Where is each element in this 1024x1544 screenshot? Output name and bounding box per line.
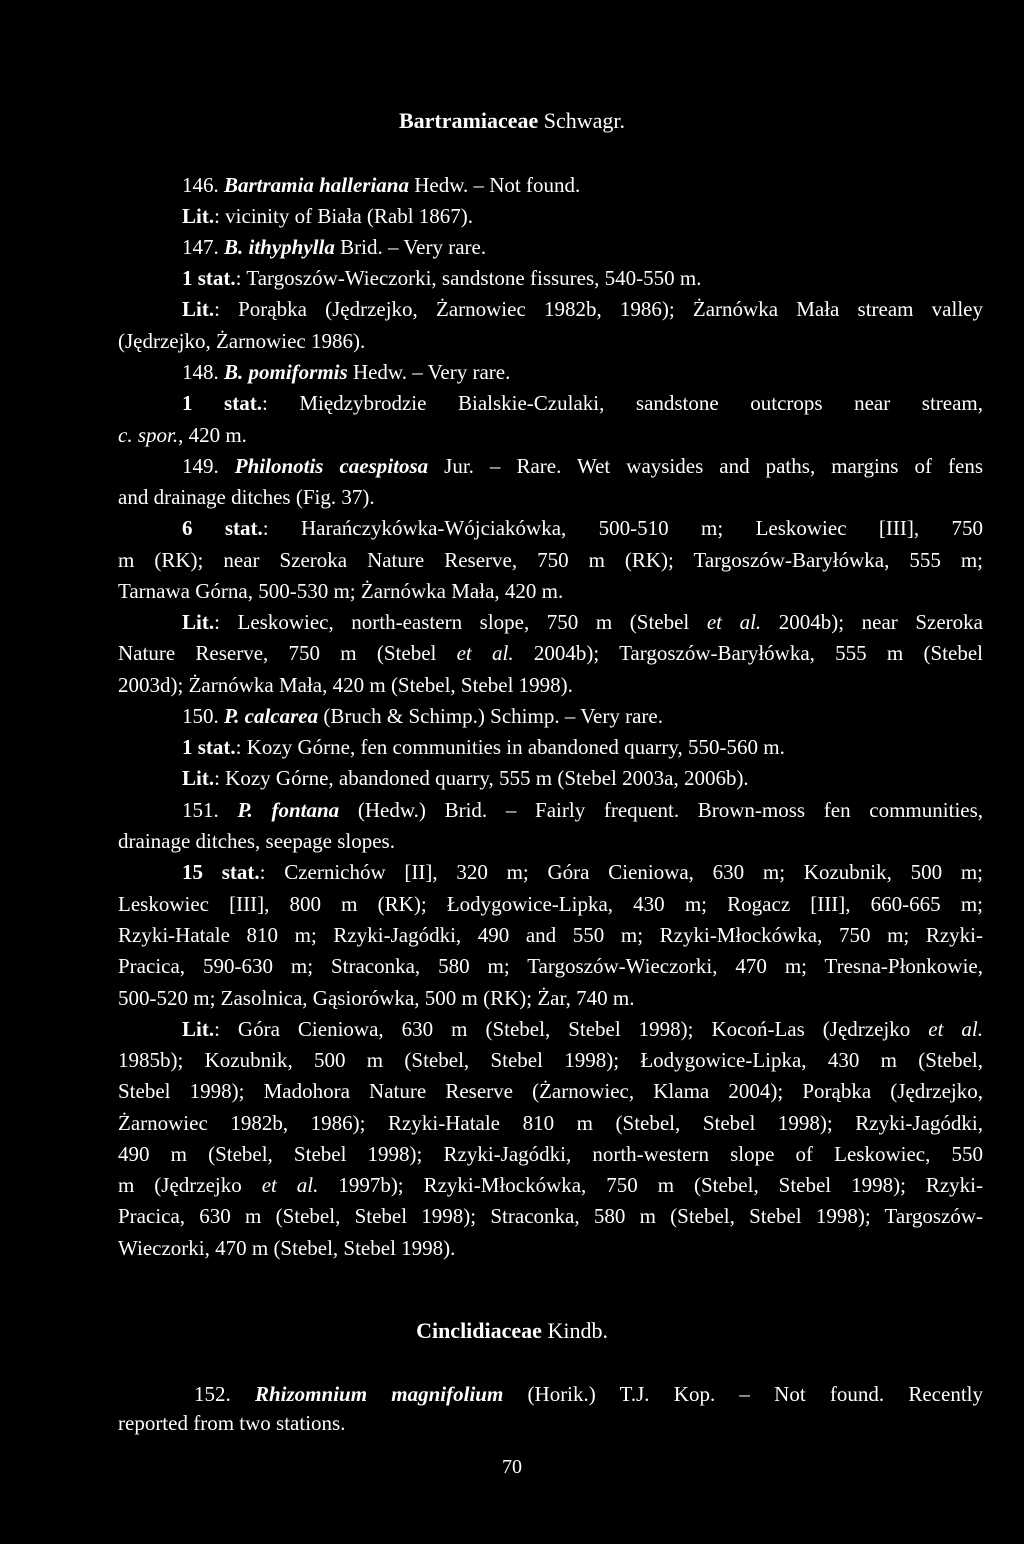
italic-text: et al. [928,1017,984,1041]
continuation-line [118,484,375,510]
entry-text: 2003d); Żarnówka Mała, 420 m (Stebel, Stebel 1998). [118,673,573,697]
species-name: B. pomiformis [224,360,348,384]
label-lit: Lit. [182,766,215,790]
continuation-line [118,547,983,573]
entry-text: (Hedw.) Brid. – Fairly frequent. Brown-moss fen communities, [357,798,984,822]
entry-text: reported from two stations. [118,1411,346,1435]
family-heading-bartramiaceae [0,108,1024,134]
stations-line [182,859,983,885]
family-author: Kindb. [547,1318,608,1343]
entry-text: Pracica, 630 m (Stebel, Stebel 1998); Straconka, 580 m (Stebel, Stebel 1998); Targoszów- [118,1204,983,1228]
continuation-line [118,672,573,698]
entry-text: Hedw. – Not found. [414,173,581,197]
entry-text: Żarnowiec 1982b, 1986); Rzyki-Hatale 810 m (Stebel, Stebel 1998); Rzyki-Jagódki, [118,1111,983,1135]
italic-text: c. spor. [118,423,179,447]
entry-number: 149. [182,454,219,478]
stations-line [182,390,983,416]
label-lit: Lit. [182,297,215,321]
entry-text: : vicinity of Biała (Rabl 1867). [214,204,474,228]
entry-text: 1997b); Rzyki-Młockówka, 750 m (Stebel, Stebel 1998); Rzyki- [318,1173,983,1197]
entry-text: : Porąbka (Jędrzejko, Żarnowiec 1982b, 1986); Żarnówka Mała stream valley [214,297,983,321]
species-entry-147 [182,234,486,260]
species-entry-149 [182,453,983,479]
label-lit: Lit. [182,610,215,634]
entry-text: 2004b); Targoszów-Baryłówka, 555 m (Stebel [513,641,983,665]
entry-text: : Międzybrodzie Bialskie-Czulaki, sandstone outcrops near stream, [261,391,983,415]
continuation-line [118,1235,455,1261]
continuation-line [118,328,365,354]
entry-text: and drainage ditches (Fig. 37). [118,485,375,509]
family-author: Schwagr. [543,108,626,133]
species-name: P. fontana [237,798,340,822]
entry-text: (Horik.) T.J. Kop. – Not found. Recently [527,1382,983,1406]
family-name: Bartramiaceae [398,108,539,133]
continuation-line [118,1141,983,1167]
entry-text: Tarnawa Górna, 500-530 m; Żarnówka Mała, 420 m. [118,579,564,603]
entry-text: : Kozy Górne, fen communities in abandoned quarry, 550-560 m. [235,735,785,759]
continuation-line [118,1110,983,1136]
entry-number: 147. [182,235,219,259]
entry-text: : Kozy Górne, abandoned quarry, 555 m (Stebel 2003a, 2006b). [214,766,749,790]
species-entry-148 [182,359,510,385]
entry-text: Nature Reserve, 750 m (Stebel [118,641,457,665]
entry-text: Stebel 1998); Madohora Nature Reserve (Żarnowiec, Klama 2004); Porąbka (Jędrzejko, [118,1079,983,1103]
continuation-line [118,1172,983,1198]
continuation-line [118,985,634,1011]
page-number: 70 [502,1456,522,1478]
entry-number: 148. [182,360,219,384]
continuation-line [118,922,983,948]
literature-line [182,609,983,635]
continuation-line [118,1078,983,1104]
continuation-line [118,891,983,917]
species-name: Bartramia halleriana [224,173,409,197]
entry-text: : Targoszów-Wieczorki, sandstone fissures, 540-550 m. [235,266,702,290]
entry-text: 500-520 m; Zasolnica, Gąsiorówka, 500 m (RK); Żar, 740 m. [118,986,635,1010]
entry-number: 146. [182,173,219,197]
entry-text: Brid. – Very rare. [340,235,487,259]
entry-text: Hedw. – Very rare. [352,360,511,384]
species-entry-151 [182,797,983,823]
continuation-line [118,1203,983,1229]
species-name: B. ithyphylla [224,235,335,259]
family-heading-cinclidiaceae [0,1318,1024,1344]
label-lit: Lit. [182,204,215,228]
entry-text: : Leskowiec, north-eastern slope, 750 m (Stebel [214,610,707,634]
label-lit: Lit. [182,1017,215,1041]
species-entry-150 [182,703,663,729]
literature-line [182,765,749,791]
label-stat: 15 stat. [182,860,260,884]
entry-text: 2004b); near Szeroka [761,610,983,634]
entry-text: Rzyki-Hatale 810 m; Rzyki-Jagódki, 490 and 550 m; Rzyki-Młockówka, 750 m; Rzyki- [118,923,983,947]
entry-number: 150. [182,704,219,728]
italic-text: et al. [706,610,762,634]
continuation-line [118,828,395,854]
stations-line [182,515,983,541]
species-name: Rhizomnium magnifolium [254,1382,504,1406]
italic-text: et al. [261,1173,319,1197]
continuation-line [118,1410,345,1436]
entry-number: 152. [194,1382,231,1406]
literature-line [182,1016,983,1042]
label-stat: 1 stat. [182,266,236,290]
entry-number: 151. [182,798,219,822]
entry-text: : Harańczykówka-Wójciakówka, 500-510 m; Leskowiec [III], 750 [262,516,983,540]
entry-text: drainage ditches, seepage slopes. [118,829,395,853]
entry-text: (Bruch & Schimp.) Schimp. – Very rare. [323,704,663,728]
entry-text: : Czernichów [II], 320 m; Góra Cieniowa, 630 m; Kozubnik, 500 m; [259,860,983,884]
continuation-line [118,578,563,604]
entry-text: Pracica, 590-630 m; Straconka, 580 m; Targoszów-Wieczorki, 470 m; Tresna-Płonkowie, [118,954,983,978]
entry-text: , 420 m. [178,423,247,447]
continuation-line [118,422,247,448]
entry-text: 1985b); Kozubnik, 500 m (Stebel, Stebel 1998); Łodygowice-Lipka, 430 m (Stebel, [118,1048,983,1072]
species-entry-146 [182,172,580,198]
literature-line [182,203,473,229]
species-entry-152 [194,1381,983,1407]
species-name: Philonotis caespitosa [234,454,429,478]
entry-text: (Jędrzejko, Żarnowiec 1986). [118,329,366,353]
continuation-line [118,640,983,666]
entry-text: m (Jędrzejko [118,1173,262,1197]
label-stat: 1 stat. [182,735,236,759]
italic-text: et al. [456,641,514,665]
stations-line [182,265,702,291]
entry-text: Leskowiec [III], 800 m (RK); Łodygowice-Lipka, 430 m; Rogacz [III], 660-665 m; [118,892,983,916]
literature-line [182,296,983,322]
entry-text: Wieczorki, 470 m (Stebel, Stebel 1998). [118,1236,456,1260]
family-name: Cinclidiaceae [416,1318,542,1343]
species-name: P. calcarea [224,704,319,728]
label-stat: 6 stat. [182,516,263,540]
entry-text: : Góra Cieniowa, 630 m (Stebel, Stebel 1998); Kocoń-Las (Jędrzejko [214,1017,929,1041]
entry-text: Jur. – Rare. Wet waysides and paths, margins of fens [444,454,983,478]
entry-text: 490 m (Stebel, Stebel 1998); Rzyki-Jagódki, north-western slope of Leskowiec, 550 [118,1142,983,1166]
continuation-line [118,953,983,979]
continuation-line [118,1047,983,1073]
label-stat: 1 stat. [182,391,262,415]
stations-line [182,734,785,760]
entry-text: m (RK); near Szeroka Nature Reserve, 750 m (RK); Targoszów-Baryłówka, 555 m; [118,548,983,572]
